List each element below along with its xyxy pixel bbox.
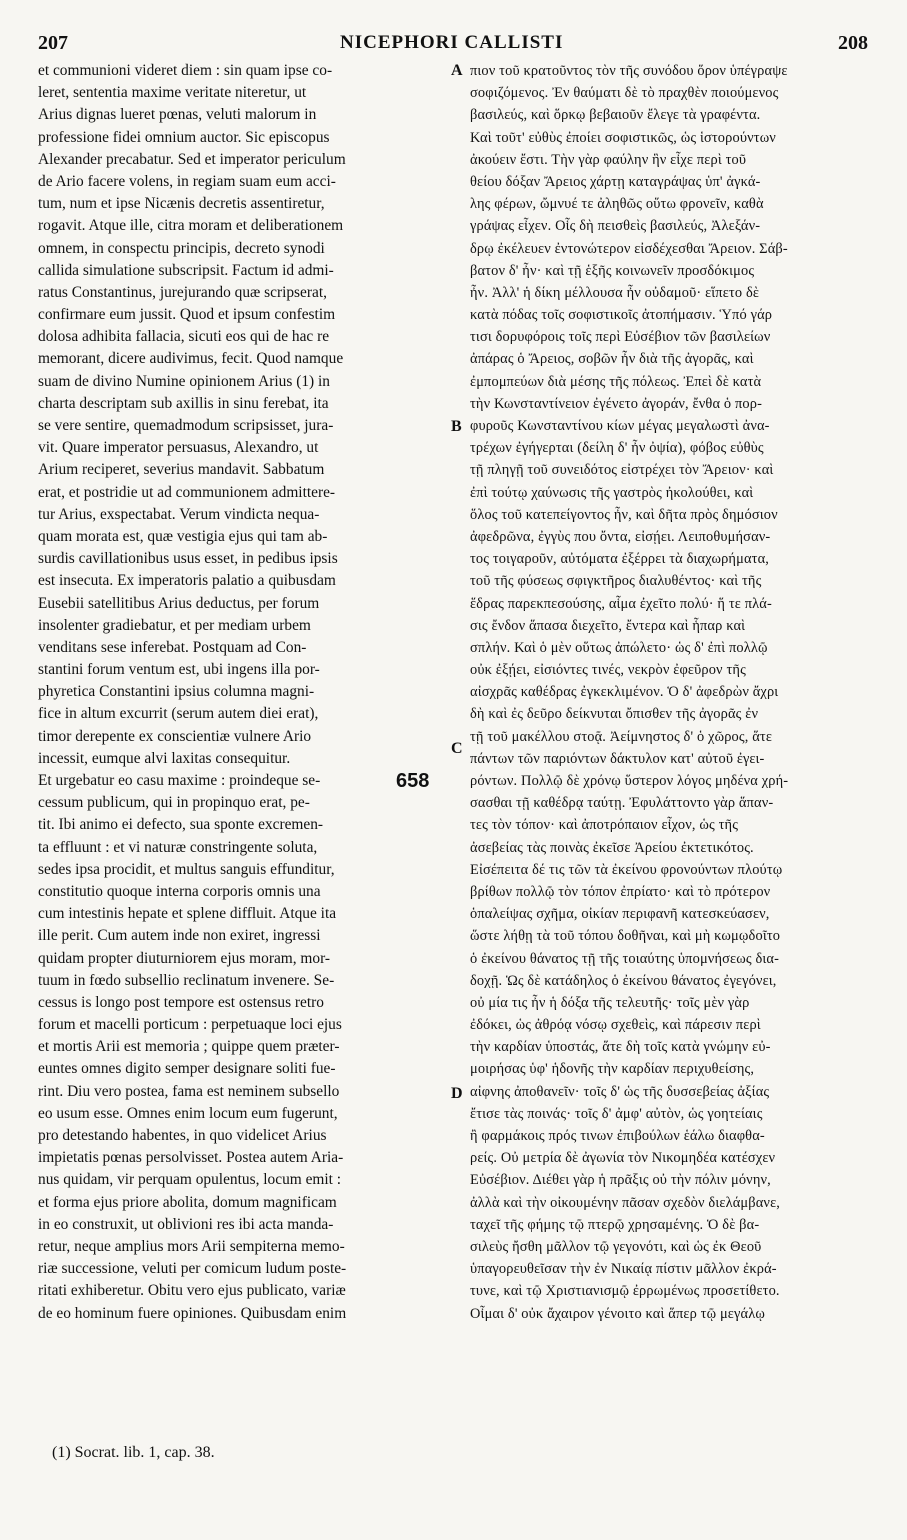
latin-text-line: quidam propter diuturniorem ejus moram, mor- [38,949,331,967]
greek-text-line: βασιλεύς, καὶ ὅρκῳ βεβαιοῦν ἔλεγε τὰ γραφέντα. [470,107,761,124]
running-head-title: NICEPHORI CALLISTI [340,32,564,53]
latin-text-line: venditans sese inferebat. Postquam ad Con- [38,638,307,656]
latin-text-line: ta effluunt : et vi naturæ constringente soluta, [38,838,318,856]
latin-text-line: ratus Constantinus, jurejurando quæ scripserat, [38,283,327,301]
latin-text-line: phyretica Constantini ipsius columna magni- [38,683,315,701]
latin-text-line: confirmare eum jussit. Quod et ipsum confestim [38,306,336,324]
latin-text-line: stantini forum ventum est, ubi ingens illa por- [38,661,320,679]
latin-text-line: Et urgebatur eo casu maxime : proindeque se- [38,772,321,789]
greek-text-line: αἰσχρᾶς καθέδρας ἐγκεκλιμένον. Ὁ δ' ἀφεδρὼν ἄχρι [470,684,779,701]
greek-text-line: Καὶ τοῦτ' εὐθὺς ἐποίει σοφιστικῶς, ὡς ἱστορούντων [470,129,776,146]
greek-text-line: μοιρήσας ὑφ' ἡδονῆς τὴν καρδίαν περιχυθείσης, [470,1061,755,1078]
latin-text-line: in eo construxit, ut oblivioni res ibi acta manda- [38,1215,334,1233]
greek-text-line: τῇ τοῦ μακέλλου στοᾷ. Ἀείμνηστος δ' ὁ χῶρος, ἅτε [470,728,773,745]
greek-column [470,60,880,1325]
latin-text-line: et communioni videret diem : sin quam ipse co- [38,62,333,79]
latin-text-line: tur Arius, exspectabat. Verum vindicta nequa- [38,505,320,523]
greek-text-line: τυνε, καὶ τῷ Χριστιανισμῷ ἐρρωμένως προσετίθετο. [470,1283,780,1300]
page-number-left: 207 [38,32,68,54]
greek-text-line: ἀπάρας ὁ Ἄρειος, σοβῶν ἦν διὰ τῆς ἀγορᾶς, καὶ [470,351,754,368]
latin-text-line: retur, neque amplius mors Arii sempiterna memo- [38,1237,345,1255]
latin-text-line: riæ successione, veluti per comicum ludum poste- [38,1260,347,1278]
latin-text-line: fice in altum excurrit (serum autem diei erat), [38,705,319,723]
greek-text-line: σις ἔνδον ἅπασα διεχεῖτο, ἔντερα καὶ ἧπαρ καὶ [470,617,746,634]
greek-text-line: ἐδόκει, ὡς ἀθρόᾳ νόσῳ σχεθεὶς, καὶ πάρεσιν περὶ [470,1017,761,1034]
greek-text-line: τὴν Κωνσταντίνειον ἐγένετο ἀγοράν, ἔνθα ὁ πορ- [470,395,763,412]
latin-text-line: rogavit. Atque ille, citra moram et deliberationem [38,217,344,235]
greek-text-line: ρείς. Οὐ μετρία δὲ ἀγωνία τὸν Νικομηδέα κατέσχεν [470,1150,776,1167]
greek-text-line: πάντων τῶν παριόντων δάκτυλον κατ' αὐτοῦ ἐγει- [470,750,765,767]
greek-text-line: ἀφεδρῶνα, ἐγγὺς που ὄντα, εἰσῄει. Λειποθυμήσαν- [470,528,771,545]
greek-text-line: γράψας εἶχεν. Οἷς δὴ πεισθεὶς βασιλεύς, Ἀλεξάν- [470,218,761,235]
latin-text-line: et mortis Arii est memoria ; quippe quem præter- [38,1038,340,1056]
greek-text-line: τοῦ τῆς φύσεως σφιγκτῆρος διαλυθέντος· καὶ τῆς [470,573,762,590]
greek-text-line: λης φέρων, ὤμνυέ τε ἀληθῶς οὕτω φρονεῖν, καθὰ [470,196,764,213]
greek-text-line: βατον δ' ἦν· καὶ τῇ ἑξῆς κοινωνεῖν προσδόκιμος [470,262,755,279]
margin-letter-d: D [451,1085,463,1102]
greek-text-line: φυροῦς Κωνσταντίνου κίων μέγας μεγαλωστὶ ἀνα- [470,418,770,434]
greek-text-line: ἀσεβείας τὰς ποινὰς ἐκεῖσε Ἀρείου ἐκτετικότος. [470,839,754,856]
greek-text-line: βρίθων πολλῷ τὸν τόπον ἐπρίατο· καὶ τὸ πρότερον [470,883,771,900]
latin-text-line: omnem, in conspectu principis, decreto synodi [38,239,325,257]
greek-text-line: τες τὸν τόπον· καὶ ἀποτρόπαιον εἶχον, ὡς τῆς [470,817,739,834]
latin-text-line: charta descriptam sub axillis in sinu ferebat, ita [38,394,329,412]
greek-text-line: σπλήν. Καὶ ὁ μὲν οὕτως ἀπώλετο· ὡς δ' ἐπὶ πολλῷ [470,639,768,656]
greek-text-line: οὐ μία τις ἦν ἡ δόξα τῆς τελευτῆς· τοῖς μὲν γὰρ [470,994,750,1011]
greek-text-line: ρόντων. Πολλῷ δὲ χρόνῳ ὕστερον λόγος μηδένα χρή- [470,773,789,789]
latin-text-line: callida simulatione subscripsit. Factum id admi- [38,261,334,279]
latin-text-line: Arius dignas lueret pœnas, veluti malorum in [38,106,317,124]
latin-text-line: de eo hominum fuere opiniones. Quibusdam enim [38,1304,347,1322]
greek-text-line: ἔτισε τὰς ποινάς· τοῖς δ' ἀμφ' αὐτὸν, ὡς γοητείαις [470,1105,763,1122]
latin-text-line: professione fidei omnium auctor. Sic episcopus [38,128,330,146]
running-header [0,32,907,58]
greek-text-line: οὐκ ἐξῄει, εἰσιόντες τινές, νεκρὸν ἐφεῦρον τῆς [470,662,746,679]
latin-text-line: tit. Ibi animo ei defecto, sua sponte excremen- [38,816,324,834]
greek-text-line: δρῳ ἐκέλευεν ἐντονώτερον εἰσδέχεσθαι Ἄρειον. Σάβ- [470,240,788,257]
greek-text-line: Εὐσέβιον. Διέθει γὰρ ἡ πρᾶξις οὐ τὴν πόλιν μόνην, [470,1172,771,1189]
latin-text-line: incessit, eumque alvi laxitas consequitur. [38,749,291,767]
margin-letter-a: A [451,62,463,79]
latin-text-line: Arium reciperet, severius mandavit. Sabbatum [38,461,325,479]
greek-text-line: ἀκούειν ἔστι. Τὴν γὰρ φαύλην ἣν εἶχε περὶ τοῦ [470,151,747,168]
latin-text-line: sedes ipsa procidit, et multus sanguis effunditur, [38,860,335,878]
greek-text-line: σασθαι τῇ καθέδρᾳ ταύτῃ. Ἐφυλάττοντο γὰρ ἅπαν- [470,795,774,812]
margin-letter-c: C [451,740,463,757]
latin-text-line: cessum publicum, qui in propinquo erat, pe- [38,794,310,812]
latin-text-line: timor derepente ex conscientiæ vulnere Ario [38,727,312,745]
greek-text-line: ἐμπομπεύων διὰ μέσης τῆς πόλεως. Ἐπεὶ δὲ κατὰ [470,373,762,390]
greek-text-line: Εἰσέπειτα δέ τις τῶν τὰ ἐκείνου φρονούντων πλούτῳ [470,861,783,878]
greek-text-line: ἢ φαρμάκοις πρός τινων ἐπιβούλων ἑάλω διαφθα- [470,1128,765,1144]
latin-text-line: cum intestinis hepate et splene diffluit. Atque ita [38,905,337,923]
latin-text-line: rint. Diu vero postea, fama est neminem subsello [38,1082,340,1100]
latin-column [38,60,446,1325]
latin-text-line: constitutio quoque interna corporis omnis una [38,882,321,900]
latin-text-line: euntes omnes digito semper designare soliti fue- [38,1060,336,1078]
latin-text-line: tuum in fœdo subsellio reclinatum invenere. Se- [38,971,335,989]
greek-text-line: ἐπὶ τούτῳ χαύνωσις τῆς γαστρὸς ἠκολούθει, καὶ [470,484,754,501]
greek-text-line: Οἶμαι δ' οὐκ ἄχαιρον γένοιτο καὶ ἅπερ τῷ μεγάλῳ [470,1305,765,1322]
latin-text-line: ritati exhiberetur. Obitu vero ejus publicato, variæ [38,1282,346,1300]
greek-text-line: αἰφνης ἀποθανεῖν· τοῖς δ' ὡς τῆς δυσσεβείας ἀξίας [470,1083,770,1100]
greek-text-line: κατὰ πόδας τοῖς σοφιστικοῖς ἀτοπήμασιν. Ὑπό γάρ [470,307,773,324]
latin-text-line: impietatis pœnas persolvisset. Postea autem Aria- [38,1149,344,1167]
greek-text-line: σοφιζόμενος. Ἐν θαύματι δὲ τὸ πραχθὲν ποιούμενος [470,85,779,102]
greek-text-line: ὁ ἐκείνου θάνατος τῇ τῆς τοιαύτης ὑπομνήσεως δια- [470,950,780,967]
page-number-right: 208 [838,32,868,54]
latin-text-line: Alexander precabatur. Sed et imperator periculum [38,150,346,168]
latin-text-line: memorant, dicere audivimus, fecit. Quod namque [38,350,344,368]
greek-text-line: τισι δορυφόροις τοῖς περὶ Εὐσέβιον τῶν βασιλείων [470,329,771,346]
latin-text-line: est insecuta. Ex imperatoris palatio a quibusdam [38,572,336,590]
latin-text-line: leret, sententia maxime veritate niteretur, ut [38,84,307,102]
latin-text-line: ille perit. Cum autem inde non exiret, ingressi [38,927,321,945]
greek-text-line: ταχεῖ τῆς φήμης τῷ πτερῷ χρησαμένης. Ὁ δὲ βα- [470,1216,760,1233]
latin-text-line: eo usum esse. Omnes enim locum eum fugerunt, [38,1104,338,1122]
margin-letter-b: B [451,418,462,435]
greek-text-line: δὴ καὶ ἐς δεῦρο δείκνυται ὄπισθεν τῆς ἀγορᾶς ἐν [470,706,759,723]
latin-text-line: pro detestando habentes, in quo videlicet Arius [38,1127,327,1144]
latin-text-line: forum et macelli porticum : perpetuaque loci ejus [38,1016,342,1034]
greek-text-line: τὴν καρδίαν ὑποστάς, ἅτε δὴ τοῖς κατὰ γνώμην εὐ- [470,1039,771,1056]
latin-text-line: nus quidam, vir perquam opulentus, locum emit : [38,1171,342,1189]
latin-text-line: surdis cavillationibus usus esset, in pedibus ipsis [38,550,338,568]
greek-text-line: ὅλος τοῦ κατεπείγοντος ἦν, καὶ δῆτα πρὸς δημόσιον [470,506,778,523]
latin-text-line: quam morata est, quæ vestigia ejus qui tam ab- [38,527,328,545]
greek-text-line: πιον τοῦ κρατοῦντος τὸν τῆς συνόδου ὅρον ὑπέγραψε [470,63,788,79]
greek-text-line: δοχῇ. Ὡς δὲ κατάδηλος ὁ ἐκείνου θάνατος ἐγεγόνει, [470,972,777,989]
latin-text-line: erat, et postridie ut ad communionem admittere- [38,483,336,501]
greek-text-line: σιλεὺς ἤσθη μᾶλλον τῷ γεγονότι, καὶ ὡς ἐκ Θεοῦ [470,1238,762,1255]
greek-text-line: ὁπαλείψας σχῆμα, οἰκίαν περιφανῆ κατεσκεύασεν, [470,906,770,923]
greek-text-line: ἦν. Ἀλλ' ἡ δίκη μέλλουσα ἦν οὐδαμοῦ· εἵπετο δὲ [470,284,760,301]
greek-text-line: ὑπαγορευθεῖσαν τὴν ἐν Νικαίᾳ πίστιν μᾶλλον ἐκρά- [470,1261,777,1278]
greek-text-line: τρέχων ἐγήγερται (δείλη δ' ἦν ὀψία), φόβος εὐθὺς [470,440,764,457]
latin-text-line: de Ario facere volens, in regiam suam eum acci- [38,172,336,190]
footnote: (1) Socrat. lib. 1, cap. 38. [52,1444,215,1461]
greek-text-line: ὥστε λήθῃ τὰ τοῦ τόπου δοθῆναι, καὶ μὴ κωμῳδοῖτο [470,928,781,945]
latin-text-line: vit. Quare imperator persuasus, Alexandro, ut [38,439,319,457]
latin-text-line: Eusebii satellitibus Arius deductus, per forum [38,594,320,612]
column-number: 658 [396,770,430,792]
latin-text-line: tum, num et ipse Nicænis decretis assentiretur, [38,195,325,213]
greek-text-line: ἀλλὰ καὶ τὴν οἰκουμένην πᾶσαν σχεδὸν διελάμβανε, [470,1194,781,1211]
latin-text-line: insolenter gradiebatur, et per mediam urbem [38,616,311,634]
latin-text-line: suam de divino Numine opinionem Arius (1) in [38,372,330,390]
greek-text-line: τος τοιγαροῦν, αὐτόματα ἐξέρρει τὰ διαχωρήματα, [470,551,770,568]
greek-text-line: θείου δόξαν Ἄρειος χάρτῃ καταγράψας ὑπ' ἀγκά- [470,173,761,190]
latin-text-line: cessus is longo post tempore est ostensus retro [38,993,324,1011]
latin-text-line: dolosa adhibita fallacia, sicuti eos qui de hac re [38,328,330,346]
latin-text-line: se vere sentire, quemadmodum scripsisset, jura- [38,417,334,434]
greek-text-line: ἕδρας παρεκπεσούσης, αἷμα ἐχεῖτο πολύ· ἥ τε πλά- [470,595,772,612]
latin-text-line: et forma ejus priore abolita, domum magnificam [38,1193,337,1211]
greek-text-line: τῇ πληγῇ τοῦ συνειδότος εἰστρέχει τὸν Ἄρειον· καὶ [470,462,774,479]
